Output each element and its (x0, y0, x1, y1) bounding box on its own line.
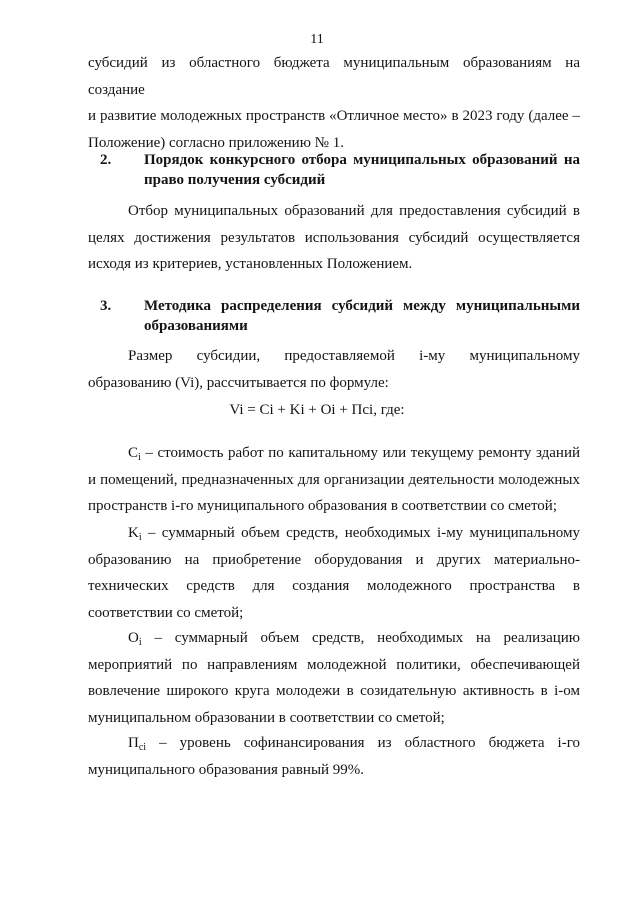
definition-o-symbol: O (128, 630, 139, 646)
definition-c-subscript: i (138, 452, 141, 463)
intro-line-3: Положение) согласно приложению № 1. (88, 134, 344, 151)
definition-p-symbol: П (128, 735, 139, 751)
section-2-number: 2. (100, 152, 112, 168)
formula: Vi = Ci + Ki + Oi + Пci, где: (229, 402, 405, 418)
intro-line-1: субсидий из областного бюджета муниципальным образованиям на создание (88, 55, 580, 98)
definition-o-text: – суммарный объем средств, необходимых на реализацию мероприятий по направлениям молодежной политики, обеспечивающей вовлечение широкого круга молодежи в созидательную активность в i-ом муниципальном образовании в соответствии со сметой; (88, 630, 580, 726)
definition-c (88, 440, 580, 520)
definition-k-text: – суммарный объем средств, необходимых i-му муниципальному образованию на приобретение оборудования и других материально-технических средств для создания молодежного пространства в соответствии со сметой; (88, 525, 580, 621)
intro-paragraph (88, 50, 580, 156)
section-3-title-line-2: образованиями (144, 318, 248, 334)
definition-p (88, 730, 580, 783)
section-3-intro: Размер субсидии, предоставляемой i-му муниципальному образованию (Vi), рассчитывается по формуле: (88, 348, 580, 391)
section-2-title-line-2: право получения субсидий (144, 172, 326, 188)
definition-k-subscript: i (138, 532, 142, 543)
definition-p-text: – уровень софинансирования из областного бюджета i-го муниципального образования равный 99%. (88, 735, 580, 778)
intro-line-2: и развитие молодежных пространств «Отличное место» в 2023 году (далее – (88, 108, 580, 124)
definition-k (88, 520, 580, 626)
definition-o-subscript: i (138, 637, 142, 648)
page-number: 11 (310, 32, 324, 47)
definition-k-symbol: K (128, 525, 139, 541)
definition-o (88, 625, 580, 731)
definition-c-text: – стоимость работ по капитальному или текущему ремонту зданий и помещений, предназначенных для организации деятельности молодежных пространств i-го муниципального образования в соответствии со сметой; (88, 445, 580, 514)
definition-p-subscript: ci (138, 742, 147, 753)
definition-c-symbol: C (128, 445, 139, 461)
section-3-number: 3. (100, 298, 112, 314)
section-3-title-line-1: Методика распределения субсидий между муниципальными (144, 298, 580, 314)
section-3-heading (100, 296, 580, 336)
section-2-title-line-1: Порядок конкурсного отбора муниципальных образований на (144, 152, 580, 168)
section-2-heading (100, 150, 580, 190)
section-2-body: Отбор муниципальных образований для предоставления субсидий в целях достижения результатов использования субсидий осуществляется исходя из критериев, установленных Положением. (88, 203, 580, 272)
